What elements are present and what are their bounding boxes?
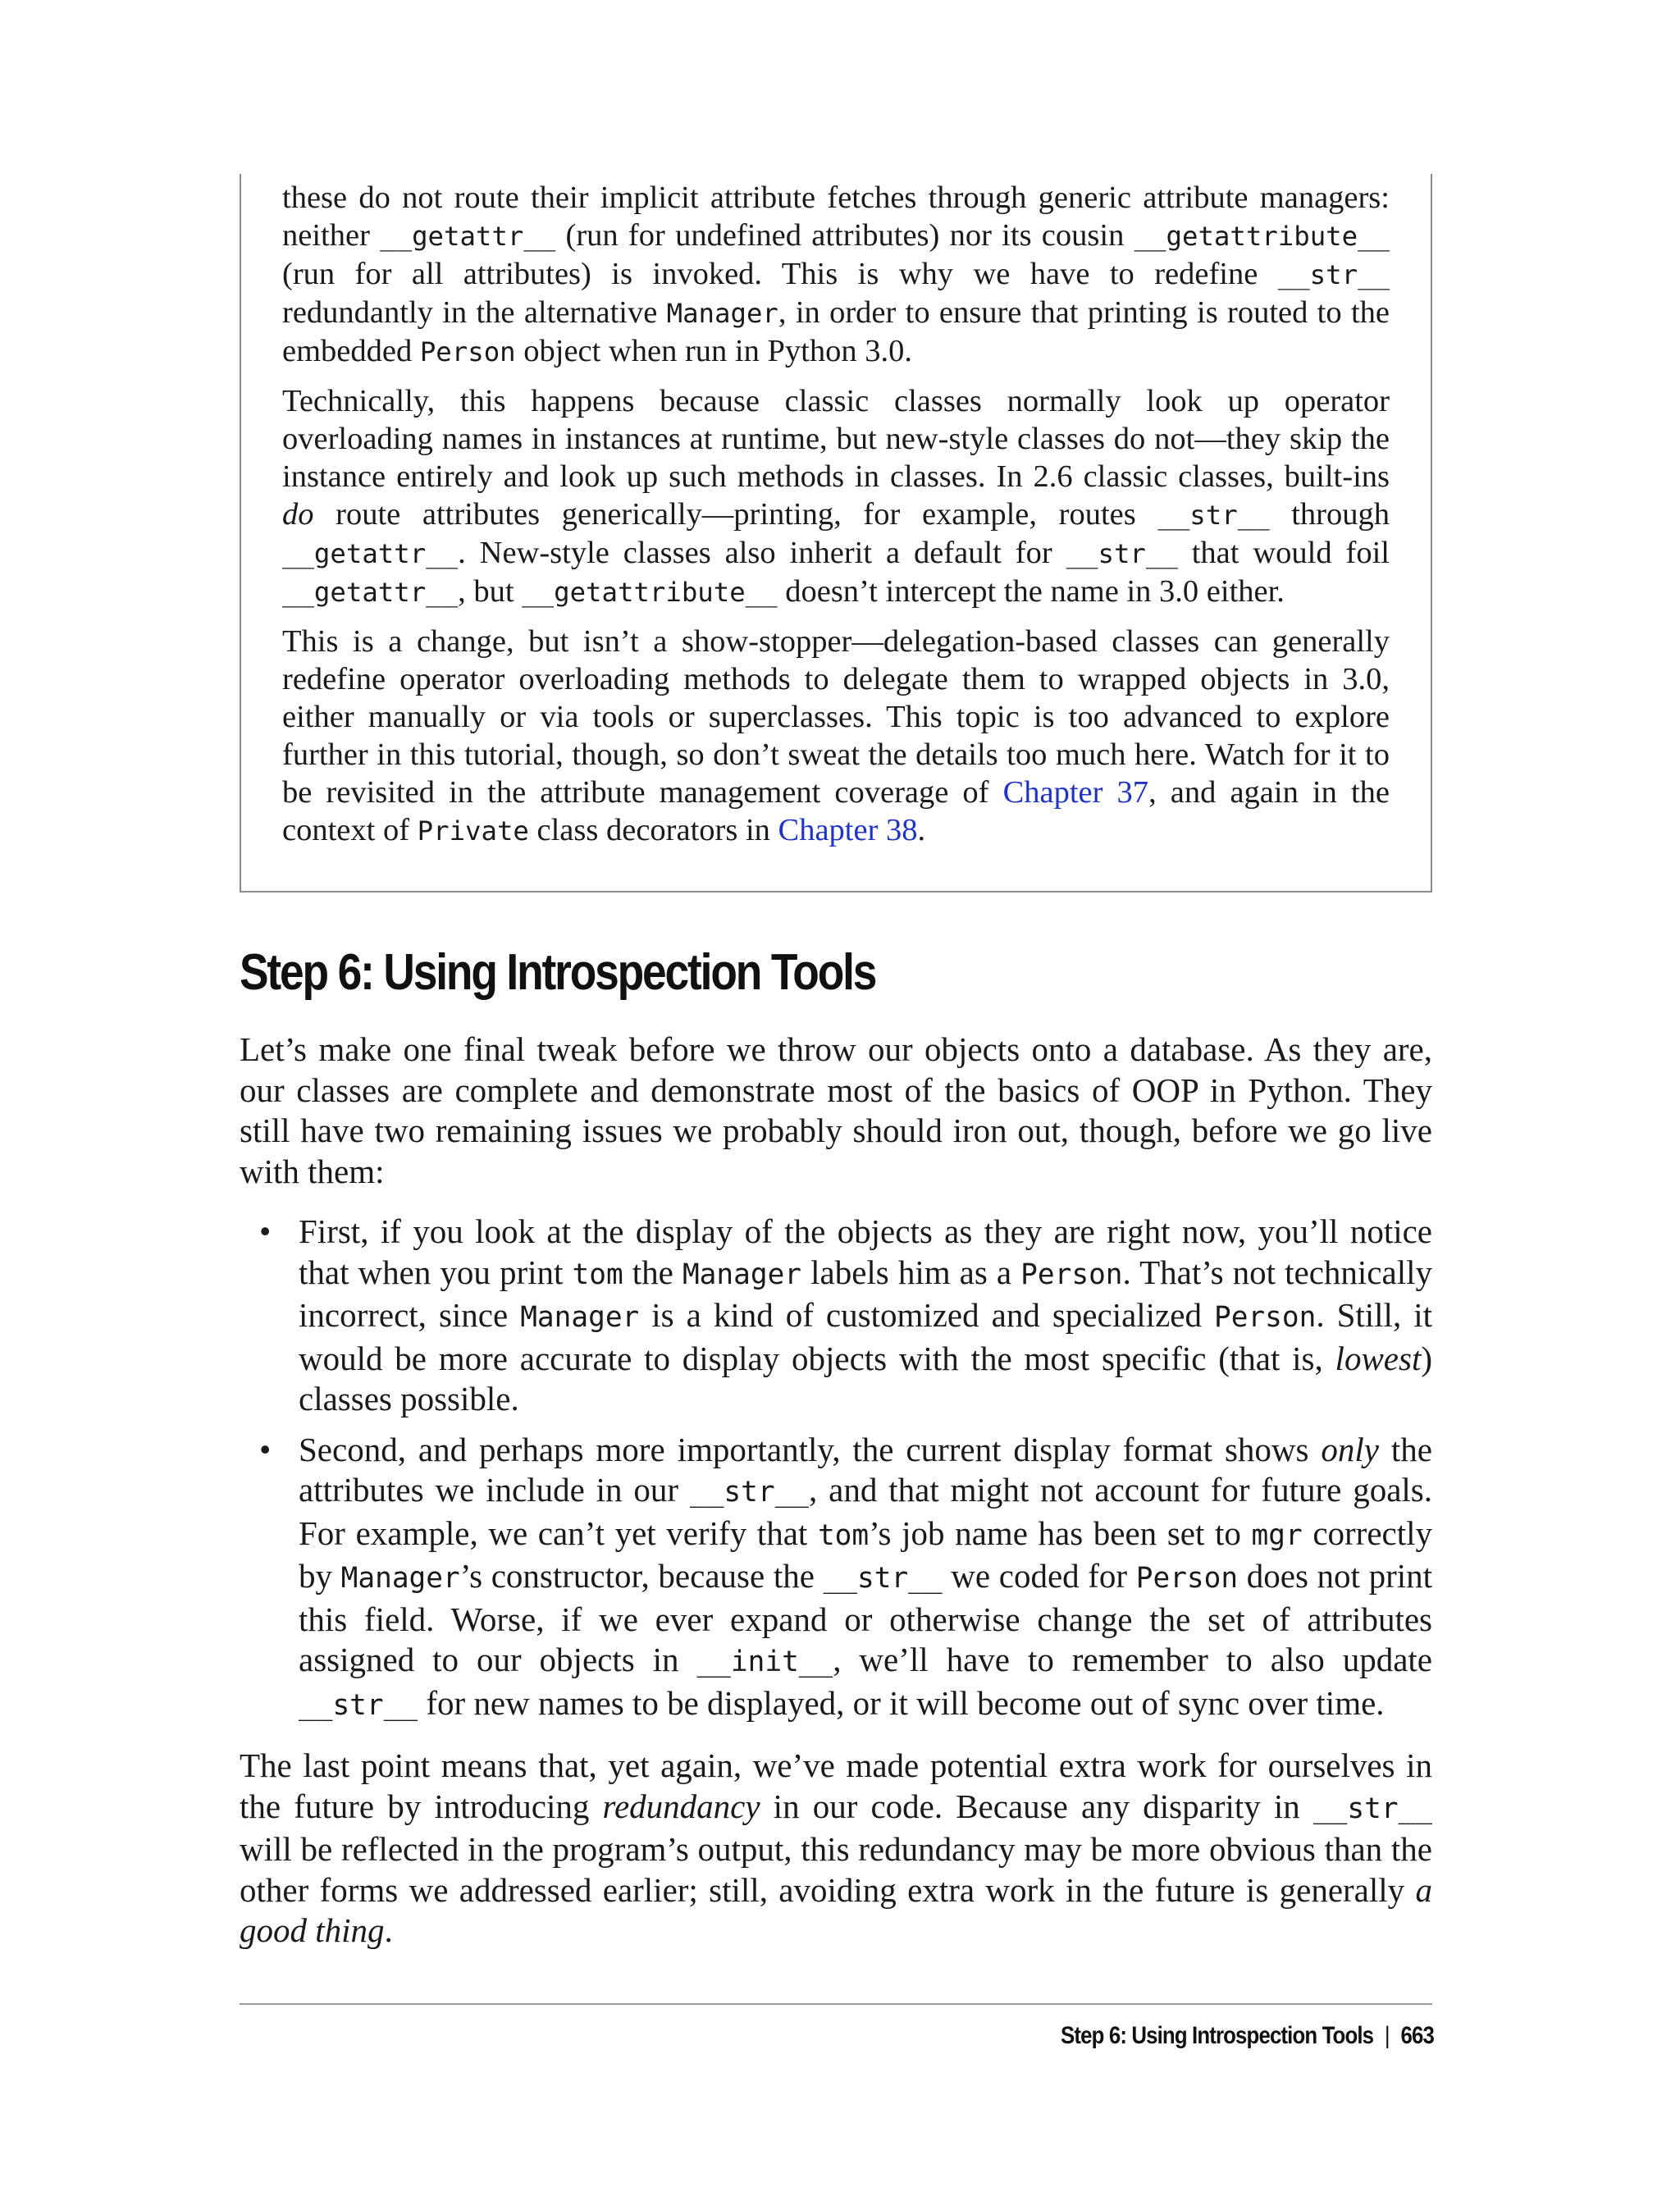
inline-code: __str__ <box>1277 259 1390 290</box>
sidebar-paragraph-1 <box>282 179 1390 371</box>
section-heading: Step 6: Using Introspection Tools <box>240 944 876 1001</box>
text-run: , but <box>458 574 523 609</box>
footer-section-title: Step 6: Using Introspection Tools <box>1061 2022 1374 2049</box>
text-run: . <box>917 813 926 847</box>
text-run: class decorators in <box>528 813 778 847</box>
text-run: redundantly in the alternative <box>282 295 667 330</box>
list-item-text <box>299 1431 1432 1722</box>
inline-code: Person <box>1020 1258 1123 1291</box>
chapter-link[interactable]: Chapter 38 <box>778 813 918 847</box>
footer-divider <box>240 2003 1432 2005</box>
text-run: . Still, it would be more accurate to display objects with the most specific (that is, <box>299 1296 1432 1377</box>
list-item <box>240 1430 1432 1727</box>
inline-code: __getattr__ <box>282 538 459 569</box>
text-run: (run for undefined attributes) nor its cousin <box>555 218 1134 253</box>
issue-list <box>240 1212 1432 1726</box>
text-run: This is a change, but isn’t a show-stopper—delegation-based classes can generally redefine operator overloading methods to delegate them to wrapped objects in 3.0, either manually or via tools or superclasses. This topic is too advanced to explore further in this tutorial, though, so don’t sweat the details too much here. Watch for it to be revisited in the attribute management coverage of <box>282 624 1390 810</box>
chapter-link[interactable]: Chapter 37 <box>1002 775 1149 810</box>
inline-code: __str__ <box>1312 1792 1432 1825</box>
inline-code: Private <box>417 815 529 847</box>
text-run: Technically, this happens because classic classes normally look up operator overloading names in instances at runtime, but new-style classes do not—they skip the instance entirely and look up such methods in classes. In 2.6 classic classes, built-ins <box>282 384 1390 494</box>
inline-code: mgr <box>1251 1518 1303 1552</box>
text-run: these do not route their implicit attribute fetches through generic attribute managers: neither <box>282 180 1390 253</box>
text-run: will be reflected in the program’s output, this redundancy may be more obvious than the other forms we addressed earlier; still, avoiding extra work in the future is generally <box>240 1830 1432 1909</box>
inline-code: __getattribute__ <box>522 577 778 608</box>
emphasis: redundancy <box>602 1787 760 1825</box>
emphasis: lowest <box>1335 1339 1422 1377</box>
text-run: Let’s make one final tweak before we throw our objects onto a database. As they are, our classes are complete and demonstrate most of the basics of OOP in Python. They still have two remaining issues we probably should iron out, though, before we go live with them: <box>240 1030 1432 1190</box>
inline-code: Manager <box>682 1258 802 1291</box>
inline-code: Person <box>1213 1301 1317 1334</box>
inline-code: __str__ <box>689 1476 810 1509</box>
text-run: The last point means that, yet again, we’ve made potential extra work for ourselves in the future by introducing <box>240 1746 1432 1825</box>
text-run: is a kind of customized and specialized <box>639 1296 1214 1334</box>
inline-code: Manager <box>666 298 778 329</box>
inline-code: __str__ <box>299 1688 418 1722</box>
text-run: . That’s not technically incorrect, since <box>299 1253 1432 1334</box>
outro-paragraph <box>240 1746 1432 1952</box>
text-run: ’s job name has been set to <box>869 1513 1252 1552</box>
inline-code: __str__ <box>1157 500 1270 531</box>
bullet-icon: • <box>259 1430 272 1468</box>
inline-code: Person <box>419 336 516 368</box>
main-body <box>240 1029 1432 1952</box>
text-run: route attributes generically—printing, for example, routes <box>313 497 1158 532</box>
page-footer <box>1061 2020 1434 2052</box>
text-run: the attributes we include in our <box>299 1430 1432 1509</box>
text-run: that would foil <box>1177 536 1390 570</box>
inline-code: tom <box>572 1258 623 1291</box>
text-run: . <box>384 1911 393 1949</box>
text-run: for new names to be displayed, or it will become out of sync over time. <box>418 1683 1385 1722</box>
emphasis: only <box>1321 1430 1379 1468</box>
inline-code: __str__ <box>1066 538 1178 569</box>
inline-code: __init__ <box>696 1646 833 1678</box>
text-run: doesn’t intercept the name in 3.0 either. <box>777 574 1285 609</box>
inline-code: Person <box>1135 1562 1239 1595</box>
page-number: 663 <box>1400 2022 1434 2049</box>
text-run: we coded for <box>942 1557 1136 1595</box>
text-run: correctly by <box>299 1513 1432 1595</box>
text-run: through <box>1269 497 1390 532</box>
inline-code: __getattr__ <box>282 577 459 608</box>
sidebar-paragraph-2 <box>282 382 1390 611</box>
sidebar-paragraph-3 <box>282 623 1390 850</box>
text-run: labels him as a <box>801 1253 1021 1291</box>
inline-code: tom <box>817 1518 870 1552</box>
emphasis: do <box>282 497 314 532</box>
text-run: ’s constructor, because the <box>459 1557 824 1595</box>
text-run: , and that might not account for future goals. For example, we can’t yet verify that <box>299 1471 1432 1552</box>
inline-code: __str__ <box>823 1562 943 1595</box>
text-run: ) classes possible. <box>299 1339 1432 1418</box>
text-run: . New-style classes also inherit a default for <box>458 536 1066 570</box>
text-run: First, if you look at the display of the objects as they are right now, you’ll notice that when you print <box>299 1212 1432 1291</box>
text-run: object when run in Python 3.0. <box>515 334 912 368</box>
text-run: (run for all attributes) is invoked. This is why we have to redefine <box>282 257 1278 291</box>
inline-code: __getattribute__ <box>1134 221 1390 252</box>
text-run: the <box>623 1253 682 1291</box>
text-run: , and again in the context of <box>282 775 1390 847</box>
inline-code: Manager <box>520 1301 640 1334</box>
footer-separator: | <box>1384 2022 1390 2049</box>
emphasis: a good thing <box>240 1870 1432 1949</box>
intro-paragraph <box>240 1029 1432 1192</box>
text-run: in our code. Because any disparity in <box>760 1787 1313 1825</box>
list-item-text <box>299 1212 1432 1418</box>
text-run: , in order to ensure that printing is routed to the embedded <box>282 295 1390 368</box>
list-item <box>240 1212 1432 1420</box>
text-run: does not print this field. Worse, if we ever expand or otherwise change the set of attributes assigned to our objects in <box>299 1557 1433 1678</box>
bullet-icon: • <box>259 1212 272 1250</box>
text-run: Second, and perhaps more importantly, the current display format shows <box>299 1430 1322 1468</box>
inline-code: Manager <box>340 1562 460 1595</box>
text-run: , we’ll have to remember to also update <box>833 1641 1432 1678</box>
sidebar-box <box>240 174 1432 892</box>
inline-code: __getattr__ <box>380 221 556 252</box>
